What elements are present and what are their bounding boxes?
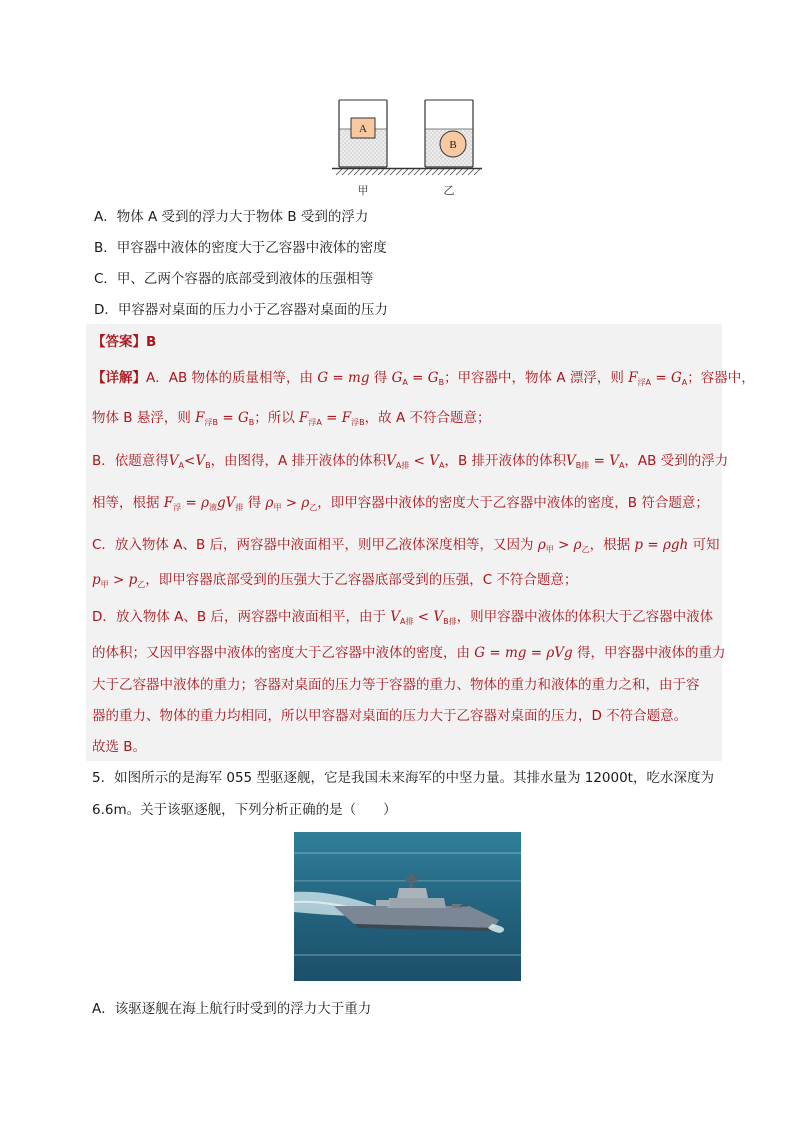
- answer-value: B: [146, 334, 157, 350]
- ball-b-label: B: [449, 139, 457, 151]
- containers-figure: [330, 92, 486, 200]
- destroyer-photo: [294, 832, 521, 981]
- caption-jia: 甲: [357, 184, 369, 197]
- analysis-label: 【详解】: [92, 370, 146, 386]
- analysis-line-8: 的体积；又因甲容器中液体的密度大于乙容器中液体的密度，由 G = mg = ρVg 得，甲容器中液体的重力: [92, 645, 726, 661]
- question-5-line-2: 6.6m。关于该驱逐舰，下列分析正确的是（ ）: [92, 802, 397, 818]
- analysis-line-3: B．依题意得$V_A<V_B$，由图得，A 排开液体的体积$V_{A排} < V_A$，B 排开液体的体积$V_{B排} = V_A$，AB 受到的浮力: [92, 453, 729, 470]
- analysis-line-2: 物体 B 悬浮，则 $F_{浮B} = G_B$；所以 $F_{浮A} = F_{浮B}$，故 A 不符合题意；: [92, 410, 491, 427]
- analysis-line-1: 【详解】A．AB 物体的质量相等，由 G = mg 得 $G_A = G_B$；甲容器中，物体 A 漂浮，则 $F_{浮A} = G_A$；容器中，: [92, 370, 755, 387]
- analysis-line-10: 器的重力、物体的重力均相同，所以甲容器对桌面的压力大于乙容器对桌面的压力，D 不符合题意。: [92, 708, 688, 724]
- answer-label: 【答案】: [92, 334, 146, 350]
- container-jia: [339, 100, 387, 167]
- block-a-label: A: [359, 123, 367, 135]
- question-5-line-1: 5．如图所示的是海军 055 型驱逐舰，它是我国未来海军的中坚力量。其排水量为 12000t，吃水深度为: [92, 770, 714, 786]
- analysis-line-6: $p_甲 > p_乙$，即甲容器底部受到的压强大于乙容器底部受到的压强，C 不符合题意；: [92, 572, 578, 589]
- option-b: B．甲容器中液体的密度大于乙容器中液体的密度: [94, 240, 387, 256]
- analysis-line-11: 故选 B。: [92, 739, 147, 755]
- analysis-line-9: 大于乙容器中液体的重力；容器对桌面的压力等于容器的重力、物体的重力和液体的重力之和，由于容: [92, 677, 700, 693]
- option-d: D．甲容器对桌面的压力小于乙容器对桌面的压力: [94, 302, 388, 318]
- analysis-line-5: C．放入物体 A、B 后，两容器中液面相平，则甲乙液体深度相等，又因为 $\rho_甲 > \rho_乙$，根据 p = ρgh 可知: [92, 537, 720, 554]
- analysis-line-4: 相等，根据 $F_浮 = \rho_液gV_排$ 得 $\rho_甲 > \rho_乙$，即甲容器中液体的密度大于乙容器中液体的密度，B 符合题意；: [92, 495, 709, 512]
- question-5-option-a: A．该驱逐舰在海上航行时受到的浮力大于重力: [92, 1001, 372, 1017]
- analysis-line-7: D．放入物体 A、B 后，两容器中液面相平，由于 $V_{A排} < V_{B排}$，则甲容器中液体的体积大于乙容器中液体: [92, 609, 714, 626]
- container-yi: [425, 100, 473, 167]
- option-a: A．物体 A 受到的浮力大于物体 B 受到的浮力: [94, 209, 369, 225]
- table-surface: [332, 169, 482, 176]
- option-c: C．甲、乙两个容器的底部受到液体的压强相等: [94, 271, 374, 287]
- caption-yi: 乙: [443, 184, 455, 197]
- answer-line: [92, 332, 156, 352]
